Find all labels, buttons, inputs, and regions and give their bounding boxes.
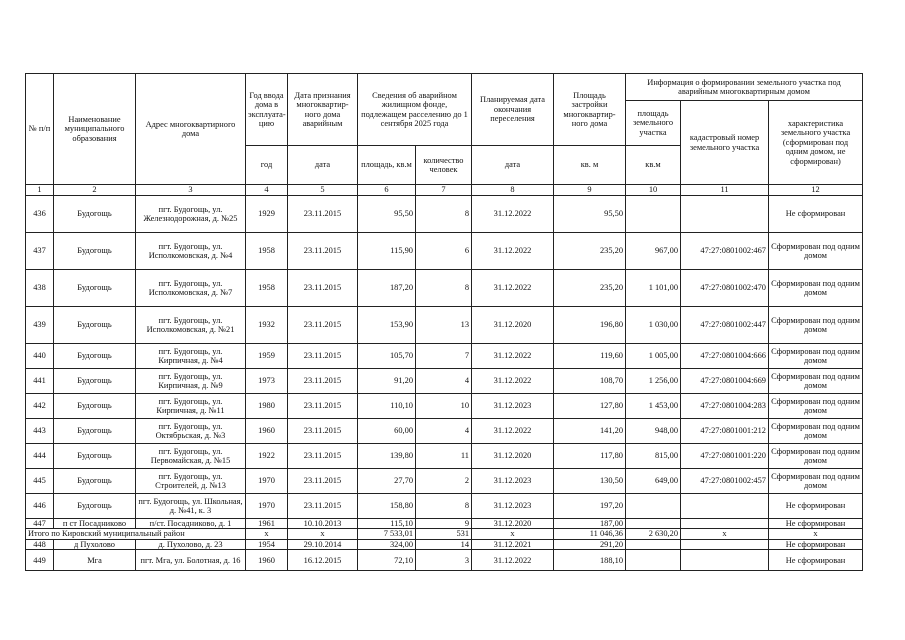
cell-address: пгт. Будогощь, ул. Исполкомовская, д. №21 (136, 307, 246, 344)
cell-land-area: 1 453,00 (626, 394, 681, 419)
table-row (26, 307, 863, 344)
cell-cadastral (681, 550, 769, 571)
cell-cadastral (681, 539, 769, 549)
cell-address: д. Пухолово, д. 23 (136, 539, 246, 549)
cell-land-area: 1 030,00 (626, 307, 681, 344)
cell-building-area: 291,20 (554, 539, 626, 549)
column-number: 4 (246, 185, 288, 196)
cell-land-char: Сформирован под одним домом (769, 233, 863, 270)
cell-date-recognized: 23.11.2015 (288, 394, 358, 419)
cell-address: пгт. Будогощь, ул. Исполкомовская, д. №7 (136, 270, 246, 307)
cell-year-built: 1922 (246, 444, 288, 469)
cell-area: 91,20 (358, 369, 416, 394)
unit-date: дата (288, 146, 358, 185)
column-number: 8 (472, 185, 554, 196)
cell-planned-date: 31.12.2023 (472, 494, 554, 519)
column-number: 5 (288, 185, 358, 196)
cell-building-area: 235,20 (554, 233, 626, 270)
cell-num: 445 (26, 469, 54, 494)
cell-land-area: 815,00 (626, 444, 681, 469)
cell-planned-date: 31.12.2020 (472, 307, 554, 344)
cell-land-area: 1 005,00 (626, 344, 681, 369)
unit-area: площадь, кв.м (358, 146, 416, 185)
cell-area: 72,10 (358, 550, 416, 571)
cell-area: 324,00 (358, 539, 416, 549)
column-number: 9 (554, 185, 626, 196)
cell-planned-date: 31.12.2022 (472, 196, 554, 233)
cell-area: 115,90 (358, 233, 416, 270)
table-body (26, 196, 863, 571)
cell-num: 441 (26, 369, 54, 394)
cell-building-area: 117,80 (554, 444, 626, 469)
cell-people: 8 (416, 270, 472, 307)
cell-cadastral (681, 494, 769, 519)
cell-planned-date: 31.12.2022 (472, 344, 554, 369)
cell-land-char: Сформирован под одним домом (769, 444, 863, 469)
unit-date2: дата (472, 146, 554, 185)
cell-land-area: 967,00 (626, 233, 681, 270)
cell-date-recognized: 23.11.2015 (288, 469, 358, 494)
cell-people: 4 (416, 419, 472, 444)
total-date: x (288, 529, 358, 539)
cell-planned-date: 31.12.2022 (472, 233, 554, 270)
cell-land-area (626, 539, 681, 549)
cell-year-built: 1954 (246, 539, 288, 549)
cell-land-area: 1 101,00 (626, 270, 681, 307)
cell-date-recognized: 23.11.2015 (288, 444, 358, 469)
table-row (26, 233, 863, 270)
cell-building-area: 130,50 (554, 469, 626, 494)
cell-year-built: 1970 (246, 469, 288, 494)
cell-building-area: 188,10 (554, 550, 626, 571)
table-row (26, 270, 863, 307)
table-row (26, 394, 863, 419)
cell-cadastral: 47:27:0801002:467 (681, 233, 769, 270)
cell-people: 7 (416, 344, 472, 369)
header-land-info: Информация о формировании земельного участка под аварийным многоквартирным домом (626, 74, 863, 101)
cell-num: 447 (26, 519, 54, 529)
total-cad: x (681, 529, 769, 539)
cell-planned-date: 31.12.2023 (472, 469, 554, 494)
cell-municipality: Будогощь (54, 196, 136, 233)
total-year: x (246, 529, 288, 539)
cell-land-area: 649,00 (626, 469, 681, 494)
cell-date-recognized: 10.10.2013 (288, 519, 358, 529)
cell-municipality: Будогощь (54, 233, 136, 270)
header-year-built: Год ввода дома в эксплуата-цию (246, 74, 288, 146)
header-planned-date: Планируемая дата окончания переселения (472, 74, 554, 146)
cell-num: 444 (26, 444, 54, 469)
cell-cadastral: 47:27:0801002:447 (681, 307, 769, 344)
cell-date-recognized: 23.11.2015 (288, 196, 358, 233)
cell-area: 153,90 (358, 307, 416, 344)
cell-land-char: Сформирован под одним домом (769, 344, 863, 369)
cell-land-char: Сформирован под одним домом (769, 419, 863, 444)
cell-municipality: Будогощь (54, 369, 136, 394)
cell-people: 8 (416, 196, 472, 233)
cell-municipality: Мга (54, 550, 136, 571)
table-row (26, 196, 863, 233)
cell-land-char: Не сформирован (769, 196, 863, 233)
cell-land-char: Не сформирован (769, 494, 863, 519)
cell-land-char: Сформирован под одним домом (769, 270, 863, 307)
cell-area: 110,10 (358, 394, 416, 419)
cell-date-recognized: 23.11.2015 (288, 270, 358, 307)
column-number: 1 (26, 185, 54, 196)
cell-people: 2 (416, 469, 472, 494)
header-num: № п/п (26, 74, 54, 185)
header-land-area: площадь земельного участка (626, 101, 681, 146)
cell-cadastral: 47:27:0801004:283 (681, 394, 769, 419)
cell-address: пгт. Мга, ул. Болотная, д. 16 (136, 550, 246, 571)
cell-land-char: Сформирован под одним домом (769, 307, 863, 344)
cell-year-built: 1958 (246, 233, 288, 270)
cell-year-built: 1958 (246, 270, 288, 307)
column-number: 2 (54, 185, 136, 196)
cell-land-char: Сформирован под одним домом (769, 394, 863, 419)
cell-area: 158,80 (358, 494, 416, 519)
cell-year-built: 1970 (246, 494, 288, 519)
unit-year: год (246, 146, 288, 185)
cell-num: 438 (26, 270, 54, 307)
cell-people: 9 (416, 519, 472, 529)
cell-land-area: 948,00 (626, 419, 681, 444)
cell-municipality: Будогощь (54, 394, 136, 419)
cell-building-area: 197,20 (554, 494, 626, 519)
cell-land-char: Сформирован под одним домом (769, 469, 863, 494)
table-row (26, 539, 863, 549)
cell-address: пгт. Будогощь, ул. Октябрьская, д. №3 (136, 419, 246, 444)
cell-land-char: Не сформирован (769, 550, 863, 571)
table-row (26, 494, 863, 519)
cell-cadastral: 47:27:0801001:220 (681, 444, 769, 469)
cell-num: 446 (26, 494, 54, 519)
cell-building-area: 119,60 (554, 344, 626, 369)
cell-date-recognized: 23.11.2015 (288, 344, 358, 369)
table-row (26, 444, 863, 469)
cell-address: пгт. Будогощь, ул. Железнодорожная, д. №25 (136, 196, 246, 233)
cell-cadastral: 47:27:0801002:470 (681, 270, 769, 307)
header-municipality: Наименование муниципального образования (54, 74, 136, 185)
total-char: x (769, 529, 863, 539)
cell-area: 139,80 (358, 444, 416, 469)
total-people: 531 (416, 529, 472, 539)
cell-address: пгт. Будогощь, ул. Школьная, д. №41, к. 3 (136, 494, 246, 519)
cell-area: 187,20 (358, 270, 416, 307)
cell-cadastral (681, 519, 769, 529)
cell-building-area: 235,20 (554, 270, 626, 307)
cell-year-built: 1932 (246, 307, 288, 344)
cell-land-char: Не сформирован (769, 539, 863, 549)
cell-people: 11 (416, 444, 472, 469)
cell-planned-date: 31.12.2022 (472, 419, 554, 444)
table-row (26, 519, 863, 529)
cell-cadastral: 47:27:0801004:669 (681, 369, 769, 394)
cell-num: 442 (26, 394, 54, 419)
cell-num: 436 (26, 196, 54, 233)
cell-municipality: Будогощь (54, 419, 136, 444)
column-number: 7 (416, 185, 472, 196)
cell-municipality: Будогощь (54, 307, 136, 344)
unit-kvm: кв. м (554, 146, 626, 185)
column-numbers-row (26, 185, 863, 196)
cell-land-area: 1 256,00 (626, 369, 681, 394)
cell-year-built: 1961 (246, 519, 288, 529)
cell-people: 8 (416, 494, 472, 519)
cell-date-recognized: 23.11.2015 (288, 307, 358, 344)
cell-people: 13 (416, 307, 472, 344)
unit-people: количество человек (416, 146, 472, 185)
cell-address: п/ст. Посадниково, д. 1 (136, 519, 246, 529)
cell-address: пгт. Будогощь, ул. Первомайская, д. №15 (136, 444, 246, 469)
cell-year-built: 1960 (246, 419, 288, 444)
cell-year-built: 1929 (246, 196, 288, 233)
cell-area: 95,50 (358, 196, 416, 233)
cell-municipality: Будогощь (54, 469, 136, 494)
cell-building-area: 108,70 (554, 369, 626, 394)
total-label: Итого по Кировский муниципальный район (26, 529, 246, 539)
column-number: 6 (358, 185, 416, 196)
table-row (26, 369, 863, 394)
cell-date-recognized: 23.11.2015 (288, 419, 358, 444)
total-plan: x (472, 529, 554, 539)
cell-building-area: 95,50 (554, 196, 626, 233)
cell-people: 6 (416, 233, 472, 270)
cell-people: 3 (416, 550, 472, 571)
cell-date-recognized: 29.10.2014 (288, 539, 358, 549)
cell-planned-date: 31.12.2022 (472, 369, 554, 394)
cell-land-area (626, 550, 681, 571)
header-address: Адрес многоквартирного дома (136, 74, 246, 185)
header-emergency-info: Сведения об аварийном жилищном фонде, подлежащем расселению до 1 сентября 2025 года (358, 74, 472, 146)
cell-people: 4 (416, 369, 472, 394)
cell-planned-date: 31.12.2020 (472, 444, 554, 469)
cell-date-recognized: 16.12.2015 (288, 550, 358, 571)
header-land-char: характеристика земельного участка (сформирован под одним домом, не сформирован) (769, 101, 863, 185)
total-row (26, 529, 863, 539)
cell-date-recognized: 23.11.2015 (288, 233, 358, 270)
cell-num: 437 (26, 233, 54, 270)
table-row (26, 469, 863, 494)
cell-num: 449 (26, 550, 54, 571)
header-date-recognized: Дата признания многоквартир-ного дома аварийным (288, 74, 358, 146)
total-bld: 11 046,36 (554, 529, 626, 539)
cell-building-area: 196,80 (554, 307, 626, 344)
cell-building-area: 127,80 (554, 394, 626, 419)
column-number: 12 (769, 185, 863, 196)
unit-kvm2: кв.м (626, 146, 681, 185)
table-row (26, 419, 863, 444)
cell-municipality: д Пухолово (54, 539, 136, 549)
cell-people: 10 (416, 394, 472, 419)
cell-planned-date: 31.12.2020 (472, 519, 554, 529)
cell-planned-date: 31.12.2022 (472, 550, 554, 571)
cell-year-built: 1959 (246, 344, 288, 369)
cell-cadastral: 47:27:0801001:212 (681, 419, 769, 444)
cell-municipality: п ст Посадниково (54, 519, 136, 529)
cell-address: пгт. Будогощь, ул. Строителей, д. №13 (136, 469, 246, 494)
cell-num: 440 (26, 344, 54, 369)
cell-land-area (626, 196, 681, 233)
cell-land-area (626, 519, 681, 529)
cell-cadastral (681, 196, 769, 233)
column-number: 10 (626, 185, 681, 196)
cell-building-area: 187,00 (554, 519, 626, 529)
cell-address: пгт. Будогощь, ул. Кирпичная, д. №4 (136, 344, 246, 369)
cell-land-char: Не сформирован (769, 519, 863, 529)
column-number: 3 (136, 185, 246, 196)
cell-planned-date: 31.12.2021 (472, 539, 554, 549)
header-cadastral: кадастровый номер земельного участка (681, 101, 769, 185)
cell-num: 443 (26, 419, 54, 444)
cell-year-built: 1973 (246, 369, 288, 394)
cell-num: 448 (26, 539, 54, 549)
column-number: 11 (681, 185, 769, 196)
cell-address: пгт. Будогощь, ул. Исполкомовская, д. №4 (136, 233, 246, 270)
cell-num: 439 (26, 307, 54, 344)
cell-date-recognized: 23.11.2015 (288, 369, 358, 394)
cell-date-recognized: 23.11.2015 (288, 494, 358, 519)
cell-year-built: 1960 (246, 550, 288, 571)
cell-planned-date: 31.12.2023 (472, 394, 554, 419)
cell-address: пгт. Будогощь, ул. Кирпичная, д. №9 (136, 369, 246, 394)
cell-cadastral: 47:27:0801002:457 (681, 469, 769, 494)
cell-area: 105,70 (358, 344, 416, 369)
cell-cadastral: 47:27:0801004:666 (681, 344, 769, 369)
cell-area: 60,00 (358, 419, 416, 444)
cell-land-area (626, 494, 681, 519)
cell-municipality: Будогощь (54, 344, 136, 369)
cell-planned-date: 31.12.2022 (472, 270, 554, 307)
cell-municipality: Будогощь (54, 494, 136, 519)
cell-land-char: Сформирован под одним домом (769, 369, 863, 394)
cell-address: пгт. Будогощь, ул. Кирпичная, д. №11 (136, 394, 246, 419)
cell-people: 14 (416, 539, 472, 549)
cell-year-built: 1980 (246, 394, 288, 419)
header-building-area: Площадь застройки многоквартир-ного дома (554, 74, 626, 146)
cell-municipality: Будогощь (54, 444, 136, 469)
total-area: 7 533,01 (358, 529, 416, 539)
table-row (26, 550, 863, 571)
cell-building-area: 141,20 (554, 419, 626, 444)
cell-area: 27,70 (358, 469, 416, 494)
cell-municipality: Будогощь (54, 270, 136, 307)
total-land: 2 630,20 (626, 529, 681, 539)
table-row (26, 344, 863, 369)
cell-area: 115,10 (358, 519, 416, 529)
housing-table (25, 73, 863, 571)
